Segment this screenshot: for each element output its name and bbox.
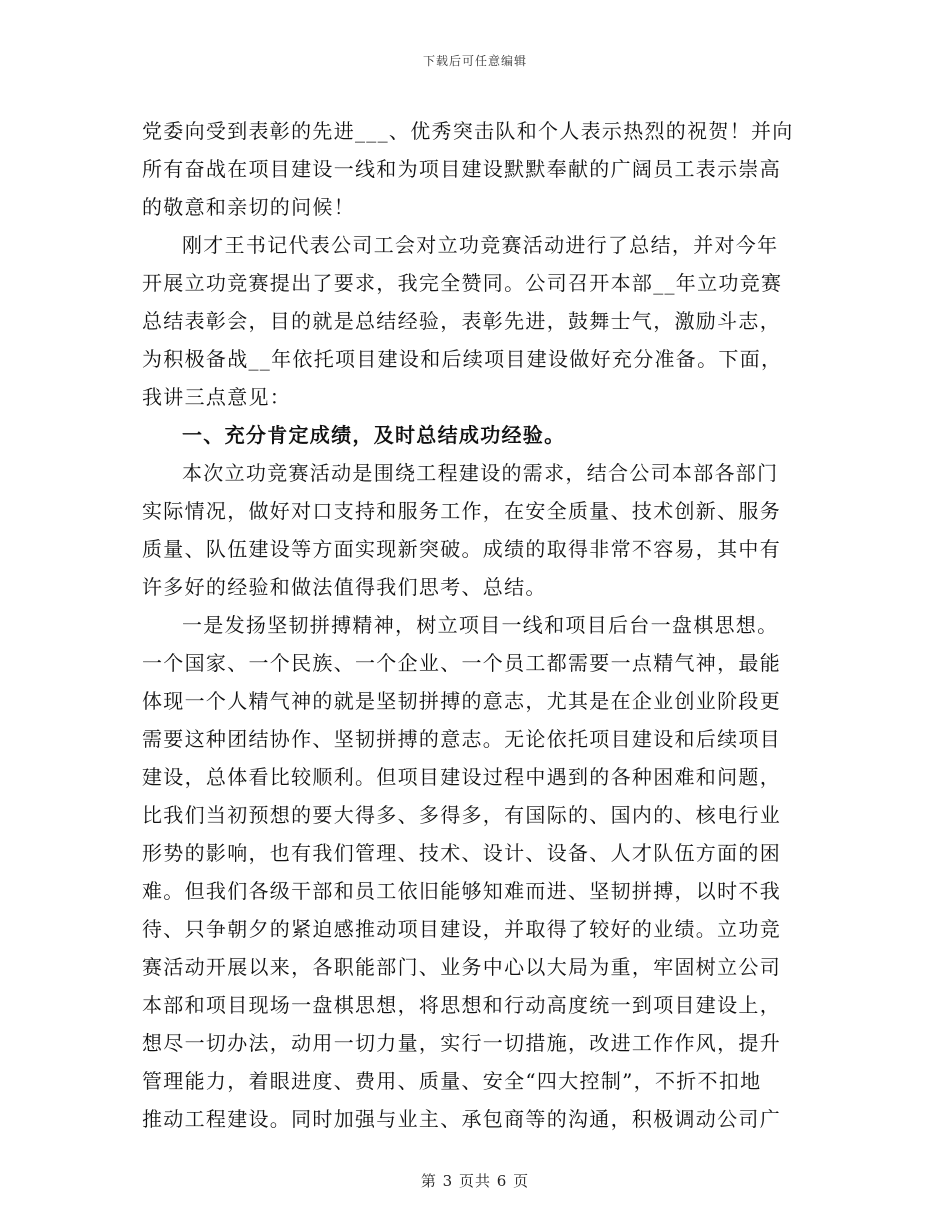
text-line: 难。但我们各级干部和员工依旧能够知难而进、坚韧拼搏，以时不我 [142,879,781,903]
text-line: 赛活动开展以来，各职能部门、业务中心以大局为重，牢固树立公司 [142,955,781,979]
text-line: 为积极备战__年依托项目建设和后续项目建设做好充分准备。下面， [142,347,783,371]
text-line: 待、只争朝夕的紧迫感推动项目建设，并取得了较好的业绩。立功竞 [142,917,781,941]
text-line: 管理能力，着眼进度、费用、质量、安全“四大控制”，不折不扣地 [142,1069,762,1093]
text-line: 形势的影响，也有我们管理、技术、设计、设备、人才队伍方面的困 [142,841,781,865]
text-line: 许多好的经验和做法值得我们思考、总结。 [142,575,547,599]
paragraph-first-line: 一是发扬坚韧拼搏精神，树立项目一线和项目后台一盘棋思想。 [182,613,779,637]
text-line: 实际情况，做好对口支持和服务工作，在安全质量、技术创新、服务 [142,499,781,523]
text-line: 本部和项目现场一盘棋思想，将思想和行动高度统一到项目建设上， [142,993,781,1017]
document-body [142,112,802,1138]
text-line: 总结表彰会，目的就是总结经验，表彰先进，鼓舞士气，激励斗志， [142,309,781,333]
text-line: 需要这种团结协作、坚韧拼搏的意志。无论依托项目建设和后续项目 [142,727,781,751]
text-line: 所有奋战在项目建设一线和为项目建设默默奉献的广阔员工表示崇高 [142,157,781,181]
text-line: 建设，总体看比较顺利。但项目建设过程中遇到的各种困难和问题， [142,765,781,789]
text-line: 一个国家、一个民族、一个企业、一个员工都需要一点精气神，最能 [142,651,781,675]
text-line: 想尽一切办法，动用一切力量，实行一切措施，改进工作作风，提升 [142,1031,781,1055]
text-line: 比我们当初预想的要大得多、多得多，有国际的、国内的、核电行业 [142,803,781,827]
paragraph-first-line: 刚才王书记代表公司工会对立功竞赛活动进行了总结，并对今年 [182,233,779,257]
page-number: 第 3 页共 6 页 [420,1172,530,1190]
text-line: 体现一个人精气神的就是坚韧拼搏的意志，尤其是在企业创业阶段更 [142,689,781,713]
text-line: 推动工程建设。同时加强与业主、承包商等的沟通，积极调动公司广 [142,1107,781,1131]
text-line: 开展立功竞赛提出了要求，我完全赞同。公司召开本部__年立功竞赛 [142,271,783,295]
paragraph-first-line: 本次立功竞赛活动是围绕工程建设的需求，结合公司本部各部门 [182,461,779,485]
section-heading: 一、充分肯定成绩，及时总结成功经验。 [182,423,566,447]
page-header: 下载后可任意编辑 [422,54,527,68]
text-line: 我讲三点意见： [142,385,292,409]
text-line: 的敬意和亲切的问候！ [142,195,355,219]
text-line: 党委向受到表彰的先进___、优秀突击队和个人表示热烈的祝贺！并向 [142,119,794,143]
text-line: 质量、队伍建设等方面实现新突破。成绩的取得非常不容易，其中有 [142,537,781,561]
